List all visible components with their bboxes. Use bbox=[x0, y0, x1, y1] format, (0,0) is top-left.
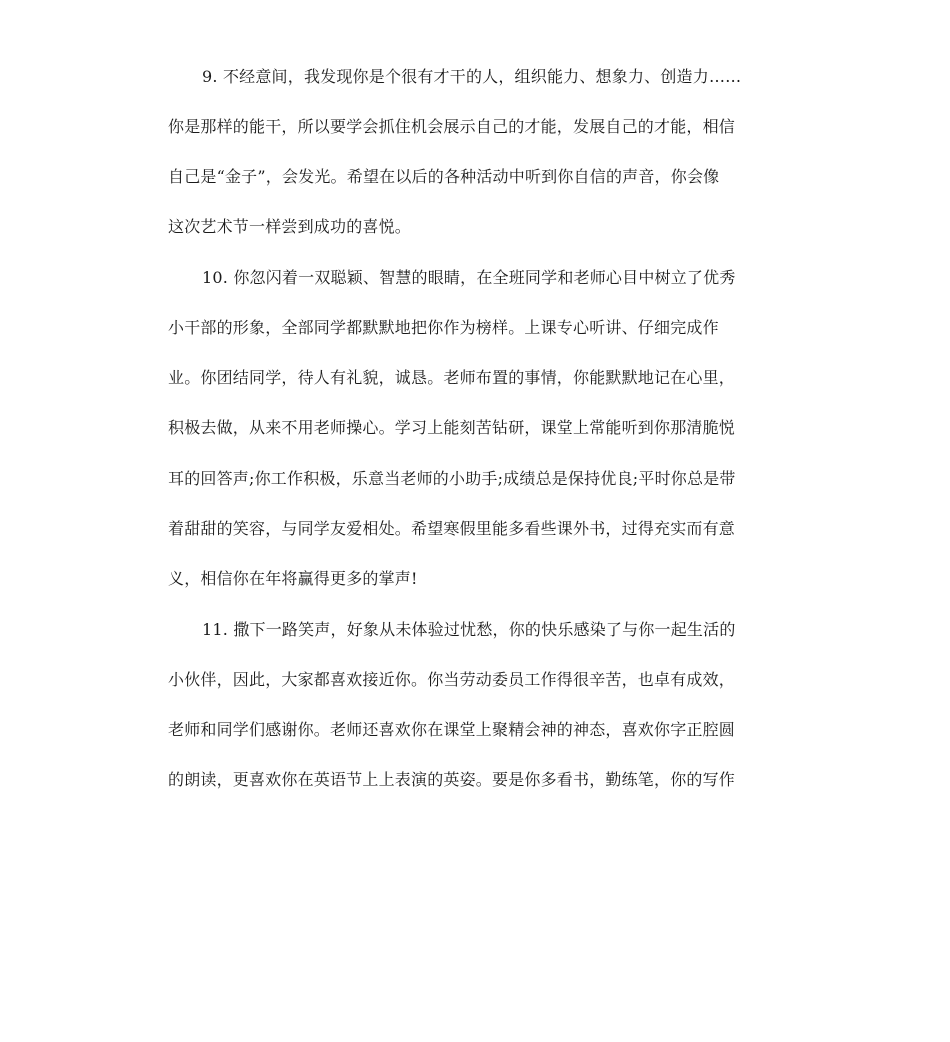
paragraph-10-line-7: 义，相信你在年将赢得更多的掌声! bbox=[168, 569, 418, 588]
paragraph-9-line-3: 自己是“金子”，会发光。希望在以后的各种活动中听到你自信的声音，你会像 bbox=[168, 167, 720, 186]
paragraph-9-line-1: 9. 不经意间，我发现你是个很有才干的人，组织能力、想象力、创造力…… bbox=[202, 67, 742, 86]
paragraph-10-line-2: 小干部的形象，全部同学都默默地把你作为榜样。上课专心听讲、仔细完成作 bbox=[168, 318, 719, 337]
paragraph-10-line-1: 10. 你忽闪着一双聪颖、智慧的眼睛，在全班同学和老师心目中树立了优秀 bbox=[202, 268, 736, 287]
paragraph-10-line-3: 业。你团结同学，待人有礼貌，诚恳。老师布置的事情，你能默默地记在心里， bbox=[168, 368, 736, 387]
paragraph-9-line-2: 你是那样的能干，所以要学会抓住机会展示自己的才能，发展自己的才能，相信 bbox=[168, 117, 736, 136]
paragraph-10-line-5: 耳的回答声;你工作积极，乐意当老师的小助手;成绩总是保持优良;平时你总是带 bbox=[168, 469, 736, 488]
paragraph-11-line-2: 小伙伴，因此，大家都喜欢接近你。你当劳动委员工作得很辛苦，也卓有成效， bbox=[168, 670, 736, 689]
paragraph-9-line-4: 这次艺术节一样尝到成功的喜悦。 bbox=[168, 217, 412, 236]
paragraph-11-line-3: 老师和同学们感谢你。老师还喜欢你在课堂上聚精会神的神态，喜欢你字正腔圆 bbox=[168, 720, 736, 739]
paragraph-10-line-6: 着甜甜的笑容，与同学友爱相处。希望寒假里能多看些课外书，过得充实而有意 bbox=[168, 519, 736, 538]
paragraph-10-line-4: 积极去做，从来不用老师操心。学习上能刻苦钻研，课堂上常能听到你那清脆悦 bbox=[168, 418, 736, 437]
paragraph-11-line-1: 11. 撒下一路笑声，好象从未体验过忧愁，你的快乐感染了与你一起生活的 bbox=[202, 620, 736, 639]
paragraph-11-line-4: 的朗读，更喜欢你在英语节上上表演的英姿。要是你多看书，勤练笔，你的写作 bbox=[168, 770, 736, 789]
